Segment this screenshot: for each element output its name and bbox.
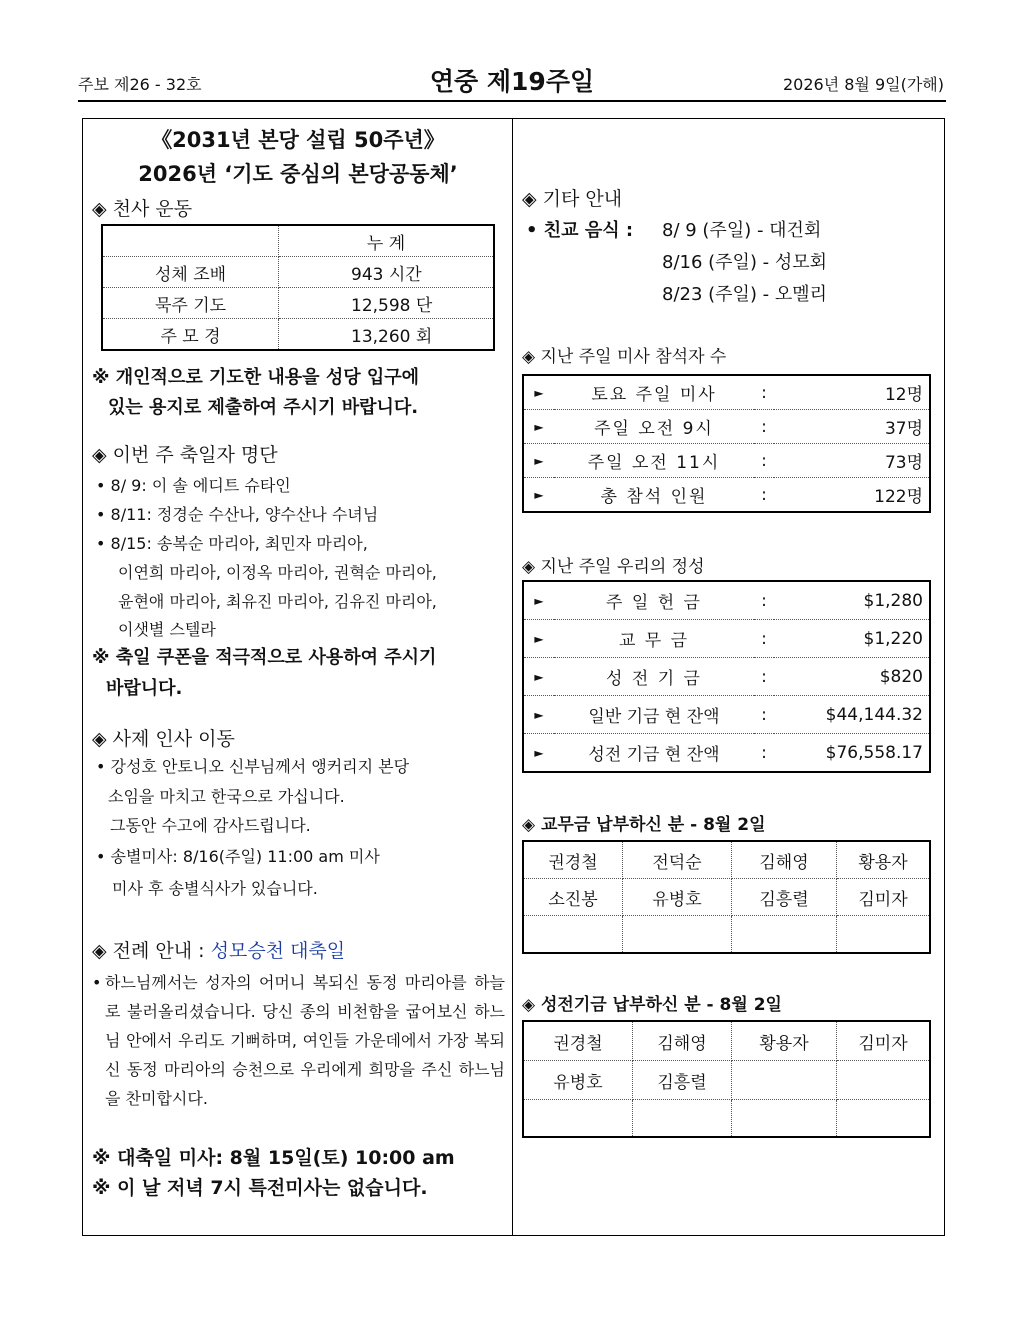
name-cell: 김해영 — [732, 841, 837, 879]
row-label: 묵주 기도 — [102, 288, 279, 319]
liturgy-paragraph: 하느님께서는 성자의 어머니 복되신 동정 마리아를 하늘로 불러올리셨습니다. 당신 종의 비천함을 굽어보신 하느님 안에서 우리도 기뻐하며, 여인들 가운데에서 가장 복되신 동정 마리아의 승천으로 우리에게 희망을 주신 하느님을 찬미합시다. — [105, 973, 505, 1108]
feast-item: • 8/15: 송복순 마리아, 최민자 마리아, — [96, 534, 368, 553]
name-cell — [523, 1100, 633, 1138]
attendance-table — [522, 374, 931, 513]
building-heading: ◈ 성전기금 납부하신 분 - 8월 2일 — [522, 995, 782, 1015]
table-row — [523, 620, 930, 658]
arrow-icon: ► — [523, 444, 554, 478]
table-row — [102, 257, 494, 288]
table-row — [102, 288, 494, 319]
angel-heading: ◈ 천사 운동 — [92, 198, 193, 220]
table-row — [523, 444, 930, 478]
row-value: 943 시간 — [279, 257, 495, 288]
colon: : — [761, 742, 767, 763]
angel-note-line1: ※ 개인적으로 기도한 내용을 성당 입구에 — [92, 367, 420, 388]
table-row — [102, 319, 494, 351]
issue-number: 주보 제26 - 32호 — [78, 75, 202, 94]
page-title: 연중 제19주일 — [429, 67, 595, 96]
row-label: 주일 오전 11시 — [554, 444, 754, 478]
table-row — [523, 841, 930, 879]
feast-item-cont: 이연희 마리아, 이정옥 마리아, 권혁순 마리아, — [118, 563, 437, 582]
name-cell: 김미자 — [837, 879, 931, 916]
priest-line: 미사 후 송별식사가 있습니다. — [112, 879, 318, 898]
colon: : — [754, 620, 774, 658]
name-cell — [837, 1100, 931, 1138]
arrow-icon: ► — [523, 410, 554, 444]
liturgy-feast-name: 성모승천 대축일 — [210, 940, 346, 962]
name-cell: 김해영 — [633, 1021, 732, 1061]
feast-item-cont: 이샛별 스텔라 — [118, 620, 216, 639]
name-cell: 황용자 — [837, 841, 931, 879]
priest-line: 소임을 마치고 한국으로 가십니다. — [108, 787, 345, 806]
other-heading: ◈ 기타 안내 — [522, 188, 623, 210]
year-theme-title: 2026년 ‘기도 중심의 본당공동체’ — [138, 162, 458, 186]
table-row — [523, 658, 930, 696]
row-value: 12,598 단 — [279, 288, 495, 319]
anniversary-title: 《2031년 본당 설립 50주년》 — [151, 128, 445, 152]
table-row — [523, 1021, 930, 1061]
row-value: $820 — [774, 658, 930, 696]
table-row — [523, 375, 930, 410]
liturgy-note-line2: ※ 이 날 저녁 7시 특전미사는 없습니다. — [92, 1177, 428, 1199]
arrow-icon: ► — [523, 581, 554, 620]
liturgy-bullet: • — [92, 973, 102, 992]
row-label: 토요 주일 미사 — [554, 375, 754, 410]
arrow-icon: ► — [534, 745, 544, 760]
arrow-icon: ► — [523, 375, 554, 410]
name-cell: 권경철 — [523, 1021, 633, 1061]
row-label: 일반 기금 현 잔액 — [554, 696, 754, 734]
colon: : — [754, 696, 774, 734]
fellowship-label: • 친교 음식 : — [526, 220, 634, 241]
name-cell: 소진봉 — [523, 879, 623, 916]
page-header — [78, 62, 946, 102]
feast-heading: ◈ 이번 주 축일자 명단 — [92, 444, 278, 466]
row-value: $1,280 — [774, 581, 930, 620]
building-table — [522, 1020, 931, 1138]
colon: : — [754, 375, 774, 410]
row-value: $76,558.17 — [825, 742, 923, 763]
name-cell: 김미자 — [837, 1021, 931, 1061]
priest-line: • 송별미사: 8/16(주일) 11:00 am 미사 — [96, 847, 380, 866]
row-value: $44,144.32 — [774, 696, 930, 734]
colon: : — [754, 444, 774, 478]
name-cell: 유병호 — [623, 879, 732, 916]
feast-item: • 8/11: 정경순 수산나, 양수산나 수녀님 — [96, 505, 379, 524]
row-value: 13,260 회 — [279, 319, 495, 351]
attendance-heading: ◈ 지난 주일 미사 참석자 수 — [522, 347, 727, 367]
table-row — [523, 581, 930, 620]
angel-table — [101, 224, 495, 351]
offering-table — [522, 580, 931, 773]
fellowship-line: 8/16 (주일) - 성모회 — [662, 252, 828, 273]
feast-item-cont: 윤현애 마리아, 최유진 마리아, 김유진 마리아, — [118, 592, 437, 611]
table-row — [523, 410, 930, 444]
name-cell — [623, 916, 732, 954]
name-cell — [732, 1100, 837, 1138]
column-header: 누 계 — [279, 225, 495, 257]
row-value: 122명 — [874, 487, 923, 507]
name-cell — [523, 916, 623, 954]
row-value: 37명 — [774, 410, 930, 444]
name-cell: 김흥렬 — [732, 879, 837, 916]
table-row — [523, 879, 930, 916]
row-label: 주일 오전 9시 — [554, 410, 754, 444]
liturgy-heading-row — [92, 936, 345, 963]
table-row — [523, 696, 930, 734]
angel-note-line2: 있는 용지로 제출하여 주시기 바랍니다. — [108, 397, 419, 418]
name-cell — [837, 1061, 931, 1100]
arrow-icon: ► — [523, 658, 554, 696]
name-cell: 권경철 — [523, 841, 623, 879]
name-cell: 황용자 — [732, 1021, 837, 1061]
table-row — [523, 478, 930, 513]
liturgy-note-line1: ※ 대축일 미사: 8월 15일(토) 10:00 am — [92, 1147, 455, 1169]
table-row — [523, 1100, 930, 1138]
diocese-table — [522, 840, 931, 954]
name-cell: 김흥렬 — [633, 1061, 732, 1100]
feast-item: • 8/ 9: 이 솔 에디트 슈타인 — [96, 476, 291, 495]
fellowship-line: 8/ 9 (주일) - 대건회 — [662, 220, 822, 241]
name-cell — [732, 1061, 837, 1100]
row-value: 12명 — [774, 375, 930, 410]
diocese-heading: ◈ 교무금 납부하신 분 - 8월 2일 — [522, 815, 766, 835]
table-cell — [102, 225, 279, 257]
arrow-icon: ► — [523, 696, 554, 734]
table-row — [523, 1061, 930, 1100]
issue-date: 2026년 8월 9일(가해) — [782, 75, 944, 94]
feast-note-line2: 바랍니다. — [106, 678, 183, 699]
table-row — [102, 225, 494, 257]
name-cell: 전덕순 — [623, 841, 732, 879]
row-value: 73명 — [774, 444, 930, 478]
table-row — [523, 916, 930, 954]
colon: : — [761, 484, 767, 505]
liturgy-heading: ◈ 전례 안내 : — [92, 940, 205, 962]
feast-note-line1: ※ 축일 쿠폰을 적극적으로 사용하여 주시기 — [92, 647, 437, 668]
row-label: 교 무 금 — [554, 620, 754, 658]
name-cell — [732, 916, 837, 954]
row-label: 주 일 헌 금 — [554, 581, 754, 620]
row-label: 성 전 기 금 — [554, 658, 754, 696]
priest-line: • 강성호 안토니오 신부님께서 앵커리지 본당 — [96, 757, 410, 776]
offering-heading: ◈ 지난 주일 우리의 정성 — [522, 557, 705, 577]
row-label: 총 참석 인원 — [600, 487, 708, 507]
row-label: 주 모 경 — [102, 319, 279, 351]
colon: : — [754, 581, 774, 620]
priest-line: 그동안 수고에 감사드립니다. — [110, 816, 311, 835]
name-cell — [633, 1100, 732, 1138]
fellowship-line: 8/23 (주일) - 오멜리 — [662, 284, 828, 305]
arrow-icon: ► — [523, 620, 554, 658]
colon: : — [754, 658, 774, 696]
name-cell — [837, 916, 931, 954]
name-cell: 유병호 — [523, 1061, 633, 1100]
row-value: $1,220 — [774, 620, 930, 658]
row-label: 성체 조배 — [102, 257, 279, 288]
priest-heading: ◈ 사제 인사 이동 — [92, 728, 235, 750]
table-row — [523, 734, 930, 773]
row-label: 성전 기금 현 잔액 — [588, 745, 720, 765]
column-divider — [512, 118, 513, 1236]
arrow-icon: ► — [534, 487, 544, 502]
colon: : — [754, 410, 774, 444]
